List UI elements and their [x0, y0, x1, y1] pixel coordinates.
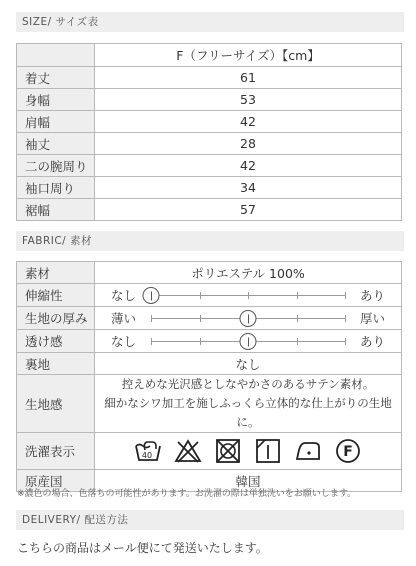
no-tumble-dry-icon	[214, 438, 242, 464]
material-label: 素材	[17, 262, 95, 284]
transparency-scale	[95, 330, 401, 352]
wash-temp-text: 40	[141, 451, 153, 460]
color-fade-note: ※濃色の場合、色落ちの可能性があります。お洗濯の際は単独洗いをお願いします。	[17, 489, 357, 499]
dry-clean-f-text: F	[343, 444, 353, 460]
size-label: 裾幅	[17, 199, 95, 221]
feel-description	[95, 375, 402, 433]
size-table	[16, 43, 402, 221]
scale-tick	[200, 315, 201, 322]
fabric-section-header: FABRIC/ 素材	[16, 231, 404, 251]
scale-tick	[248, 292, 249, 299]
size-label: 着丈	[17, 67, 95, 89]
scale-tick	[297, 292, 298, 299]
size-value: 42	[95, 155, 402, 177]
table-row	[17, 433, 402, 470]
size-value: 61	[95, 67, 402, 89]
table-row	[17, 262, 402, 284]
table-row	[17, 307, 402, 330]
lining-label: 裏地	[17, 353, 95, 375]
scale-tick	[345, 292, 346, 299]
size-label: 袖丈	[17, 133, 95, 155]
table-row	[17, 353, 402, 375]
size-table-header-row	[17, 44, 402, 67]
table-row	[17, 177, 402, 199]
scale-marker	[240, 333, 257, 350]
size-value: 57	[95, 199, 402, 221]
size-section-header: SIZE/ サイズ表	[16, 12, 404, 32]
scale-cell	[95, 284, 402, 307]
table-row	[17, 67, 402, 89]
size-column-header: F（フリーサイズ）【cm】	[95, 44, 402, 67]
scale-marker	[240, 310, 257, 327]
scale-tick	[200, 338, 201, 345]
scale-right-label: あり	[359, 288, 385, 303]
feel-label: 生地感	[17, 375, 95, 433]
size-value: 42	[95, 111, 402, 133]
size-label: 身幅	[17, 89, 95, 111]
size-label: 肩幅	[17, 111, 95, 133]
scale-label: 透け感	[17, 330, 95, 353]
scale-cell	[95, 307, 402, 330]
size-table-corner	[17, 44, 95, 67]
table-row	[17, 133, 402, 155]
table-row	[17, 155, 402, 177]
care-icons	[95, 433, 401, 469]
scale-tick	[151, 338, 152, 345]
delivery-description: こちらの商品はメール便にて発送いたします。	[17, 541, 268, 555]
thickness-scale	[95, 307, 401, 329]
size-value: 34	[95, 177, 402, 199]
size-value: 28	[95, 133, 402, 155]
scale-tick	[151, 315, 152, 322]
scale-left-label: なし	[111, 334, 137, 349]
feel-line: 細かなシワ加工を施しふっくら立体的な仕上がりの生地に。	[104, 396, 392, 429]
scale-tick	[345, 315, 346, 322]
scale-label: 生地の厚み	[17, 307, 95, 330]
table-row	[17, 284, 402, 307]
hand-wash-icon	[134, 438, 162, 464]
delivery-section-header: DELIVERY/ 配送方法	[16, 510, 404, 530]
origin-label: 原産国	[17, 470, 95, 492]
scale-tick	[345, 338, 346, 345]
lining-value: なし	[95, 353, 402, 375]
scale-right-label: あり	[359, 334, 385, 349]
table-row	[17, 111, 402, 133]
care-label: 洗濯表示	[17, 433, 95, 470]
care-cell	[95, 433, 402, 470]
table-row	[17, 330, 402, 353]
line-dry-icon	[254, 438, 282, 464]
size-label: 袖口周り	[17, 177, 95, 199]
scale-marker	[143, 287, 160, 304]
scale-label: 伸縮性	[17, 284, 95, 307]
size-label: 二の腕周り	[17, 155, 95, 177]
scale-tick	[297, 315, 298, 322]
scale-left-label: 薄い	[111, 311, 137, 326]
origin-value: 韓国	[95, 470, 402, 492]
scale-track	[151, 341, 345, 342]
scale-cell	[95, 330, 402, 353]
fabric-table	[16, 261, 402, 492]
scale-track	[151, 318, 345, 319]
low-iron-icon	[294, 438, 322, 464]
scale-right-label: 厚い	[359, 311, 385, 326]
table-row	[17, 89, 402, 111]
scale-tick	[297, 338, 298, 345]
no-bleach-icon	[174, 438, 202, 464]
feel-line: 控えめな光沢感としなやかさのあるサテン素材。	[121, 377, 375, 391]
scale-left-label: なし	[111, 288, 137, 303]
scale-tick	[200, 292, 201, 299]
table-row	[17, 199, 402, 221]
dry-clean-f-icon	[334, 438, 362, 464]
scale-track	[151, 295, 345, 296]
size-value: 53	[95, 89, 402, 111]
table-row	[17, 375, 402, 433]
material-value: ポリエステル 100%	[95, 262, 402, 284]
stretch-scale	[95, 284, 401, 306]
